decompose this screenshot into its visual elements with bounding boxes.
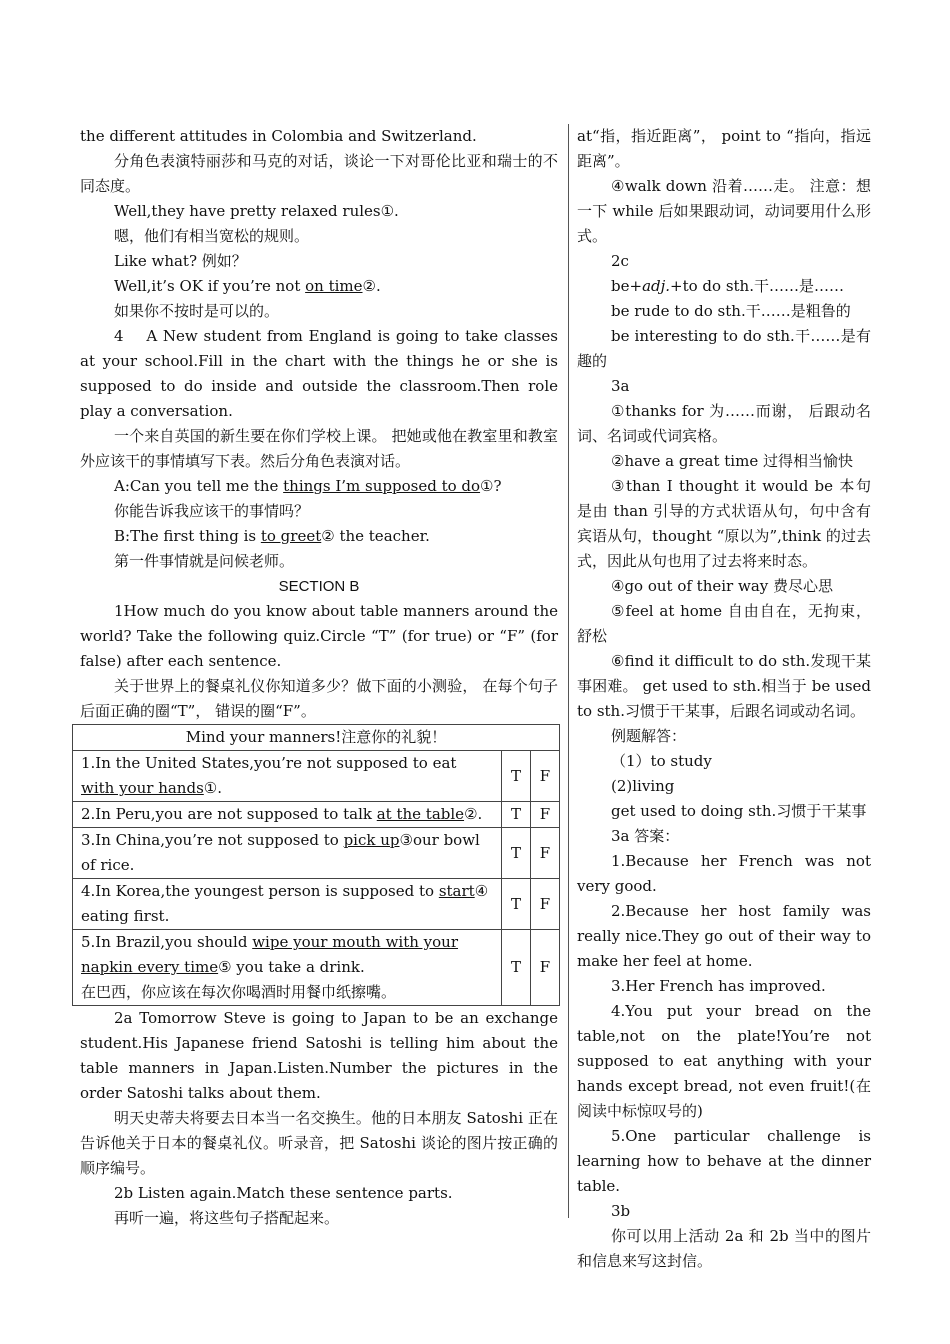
paragraph: 5.One particular challenge is learning how to behave at the dinner table. (577, 1127, 871, 1195)
paragraph: 4.You put your bread on the table,not on the plate!You’re not supposed to eat anything with your hands except bread, not even fruit!(在阅读中标惊叹号的) (577, 1002, 871, 1120)
paragraph: 分角色表演特丽莎和马克的对话，谈论一下对哥伦比亚和瑞士的不同态度。 (80, 152, 558, 195)
table-header-row (73, 725, 560, 751)
text-run: ③our bowl of rice. (81, 831, 480, 874)
true-option: T (502, 930, 531, 1006)
true-option: T (502, 879, 531, 930)
true-option: T (502, 751, 531, 802)
text-run: 1.In the United States,you’re not supposed to eat (81, 754, 457, 772)
false-option: F (531, 751, 560, 802)
paragraph: 3a (611, 377, 630, 395)
paragraph: 第一件事情就是问候老师。 (114, 552, 295, 570)
table-row (73, 751, 560, 802)
paragraph: 关于世界上的餐桌礼仪你知道多少？做下面的小测验， 在每个句子后面正确的圈“T”， 错误的圈“F”。 (80, 677, 558, 720)
paragraph: 嗯，他们有相当宽松的规则。 (114, 227, 310, 245)
underlined-phrase: wipe your mouth with your napkin every time (81, 933, 459, 976)
quiz-statement (73, 930, 502, 1006)
text-run: 2.In Peru,you are not supposed to talk (81, 805, 377, 823)
paragraph: 如果你不按时是可以的。 (114, 302, 280, 320)
paragraph (80, 524, 558, 549)
paragraph: 你能告诉我应该干的事情吗？ (114, 502, 310, 520)
quiz-statement (73, 802, 502, 828)
paragraph: 3b (611, 1202, 631, 1220)
paragraph: at“指，指近距离”， point to “指向，指远距离”。 (577, 127, 871, 170)
underlined-phrase: to greet (260, 527, 322, 545)
paragraph: be interesting to do sth.干……是有趣的 (577, 327, 871, 370)
paragraph: the different attitudes in Colombia and Switzerland. (80, 127, 477, 145)
quiz-statement (73, 751, 502, 802)
text-run: 3.In China,you’re not supposed to (81, 831, 344, 849)
quiz-statement (73, 879, 502, 930)
text-run: A:Can you tell me the (114, 477, 284, 495)
false-option: F (531, 930, 560, 1006)
paragraph: Like what? 例如？ (114, 252, 247, 270)
text-run: ②. (464, 805, 483, 823)
true-option: T (502, 828, 531, 879)
italic-text: adj. (642, 277, 671, 295)
text-run: ①. (203, 779, 222, 797)
false-option: F (531, 879, 560, 930)
paragraph: ⑥find it difficult to do sth.发现干某事困难。 get used to sth.相当于 be used to sth.习惯于干某事，后跟名词或动名词。 (577, 652, 871, 720)
text-run: ② the teacher. (321, 527, 430, 545)
paragraph: ①thanks for 为……而谢， 后跟动名词、名词或代词宾格。 (577, 402, 871, 445)
text-run: ①? (480, 477, 502, 495)
paragraph: be rude to do sth.干……是粗鲁的 (611, 302, 851, 320)
left-column (80, 124, 558, 1231)
paragraph: 1How much do you know about table manners around the world? Take the following quiz.Circle “T” (for true) or “F” (for false) after each sentence. (80, 602, 558, 670)
underlined-phrase: on time (305, 277, 363, 295)
text-run: Well,it’s OK if you’re not (114, 277, 306, 295)
text-run: 4.In Korea,the youngest person is supposed to (81, 882, 439, 900)
paragraph: 2c (611, 252, 629, 270)
paragraph: （1）to study (611, 752, 712, 770)
section-heading: SECTION B (278, 578, 360, 595)
true-option: T (502, 802, 531, 828)
false-option: F (531, 828, 560, 879)
paragraph: 1.Because her French was not very good. (577, 852, 871, 895)
text-run: be+ (611, 277, 643, 295)
paragraph: ②have a great time 过得相当愉快 (611, 452, 853, 470)
paragraph: 明天史蒂夫将要去日本当一名交换生。他的日本朋友 Satoshi 正在告诉他关于日本的餐桌礼仪。听录音，把 Satoshi 谈论的图片按正确的顺序编号。 (80, 1109, 558, 1177)
text-run: +to do sth.干……是…… (670, 277, 844, 295)
paragraph: ④go out of their way 费尽心思 (611, 577, 834, 595)
text-run: B:The first thing is (114, 527, 261, 545)
paragraph: (2)living (611, 777, 675, 795)
text-run: ④ eating first. (81, 882, 489, 925)
underlined-phrase: with your hands (81, 779, 204, 797)
paragraph: 一个来自英国的新生要在你们学校上课。 把她或他在教室里和教室外应该干的事情填写下表。然后分角色表演对话。 (80, 427, 558, 470)
paragraph: 2.Because her host family was really nice.They go out of their way to make her feel at home. (577, 902, 871, 970)
paragraph: 2a Tomorrow Steve is going to Japan to be an exchange student.His Japanese friend Satoshi is telling him about the table manners in Japan.Listen.Number the pictures in the order Satoshi talks about them. (80, 1009, 558, 1102)
paragraph: Well,they have pretty relaxed rules①. (114, 202, 399, 220)
underlined-phrase: at the table (376, 805, 465, 823)
false-option: F (531, 802, 560, 828)
right-column (577, 124, 871, 1274)
paragraph (80, 474, 558, 499)
quiz-statement (73, 828, 502, 879)
paragraph (577, 274, 871, 299)
paragraph: 再听一遍，将这些句子搭配起来。 (114, 1209, 340, 1227)
paragraph: 2b Listen again.Match these sentence parts. (114, 1184, 453, 1202)
underlined-phrase: pick up (343, 831, 400, 849)
table-row (73, 802, 560, 828)
paragraph: 你可以用上活动 2a 和 2b 当中的图片和信息来写这封信。 (577, 1227, 871, 1270)
paragraph (80, 274, 558, 299)
underlined-phrase: start (438, 882, 475, 900)
paragraph: 4 A New student from England is going to take classes at your school.Fill in the chart with the things he or she is supposed to do inside and outside the classroom.Then role play a conversation. (80, 327, 558, 420)
paragraph: 3a 答案： (611, 827, 680, 845)
table-row (73, 828, 560, 879)
translation-text: 在巴西，你应该在每次你喝酒时用餐巾纸擦嘴。 (81, 983, 397, 1001)
text-run: ②. (362, 277, 381, 295)
paragraph: ③than I thought it would be 本句是由 than 引导的方式状语从句，句中含有宾语从句，thought “原以为”,think 的过去式，因此从句也用了过去将来时态。 (577, 477, 871, 570)
text-run: 5.In Brazil,you should (81, 933, 253, 951)
manners-quiz-table (72, 724, 560, 1006)
table-row (73, 930, 560, 1006)
table-header: Mind your manners!注意你的礼貌！ (73, 725, 560, 751)
table-row (73, 879, 560, 930)
column-divider (568, 124, 569, 1218)
paragraph: ⑤feel at home 自由自在，无拘束，舒松 (577, 602, 871, 645)
paragraph: ④walk down 沿着……走。 注意：想一下 while 后如果跟动词，动词要用什么形式。 (577, 177, 871, 245)
paragraph: 例题解答： (611, 727, 687, 745)
text-run: ⑤ you take a drink. (218, 958, 365, 976)
paragraph: 3.Her French has improved. (611, 977, 826, 995)
underlined-phrase: things I’m supposed to do (283, 477, 481, 495)
paragraph: get used to doing sth.习惯于干某事 (611, 802, 867, 820)
